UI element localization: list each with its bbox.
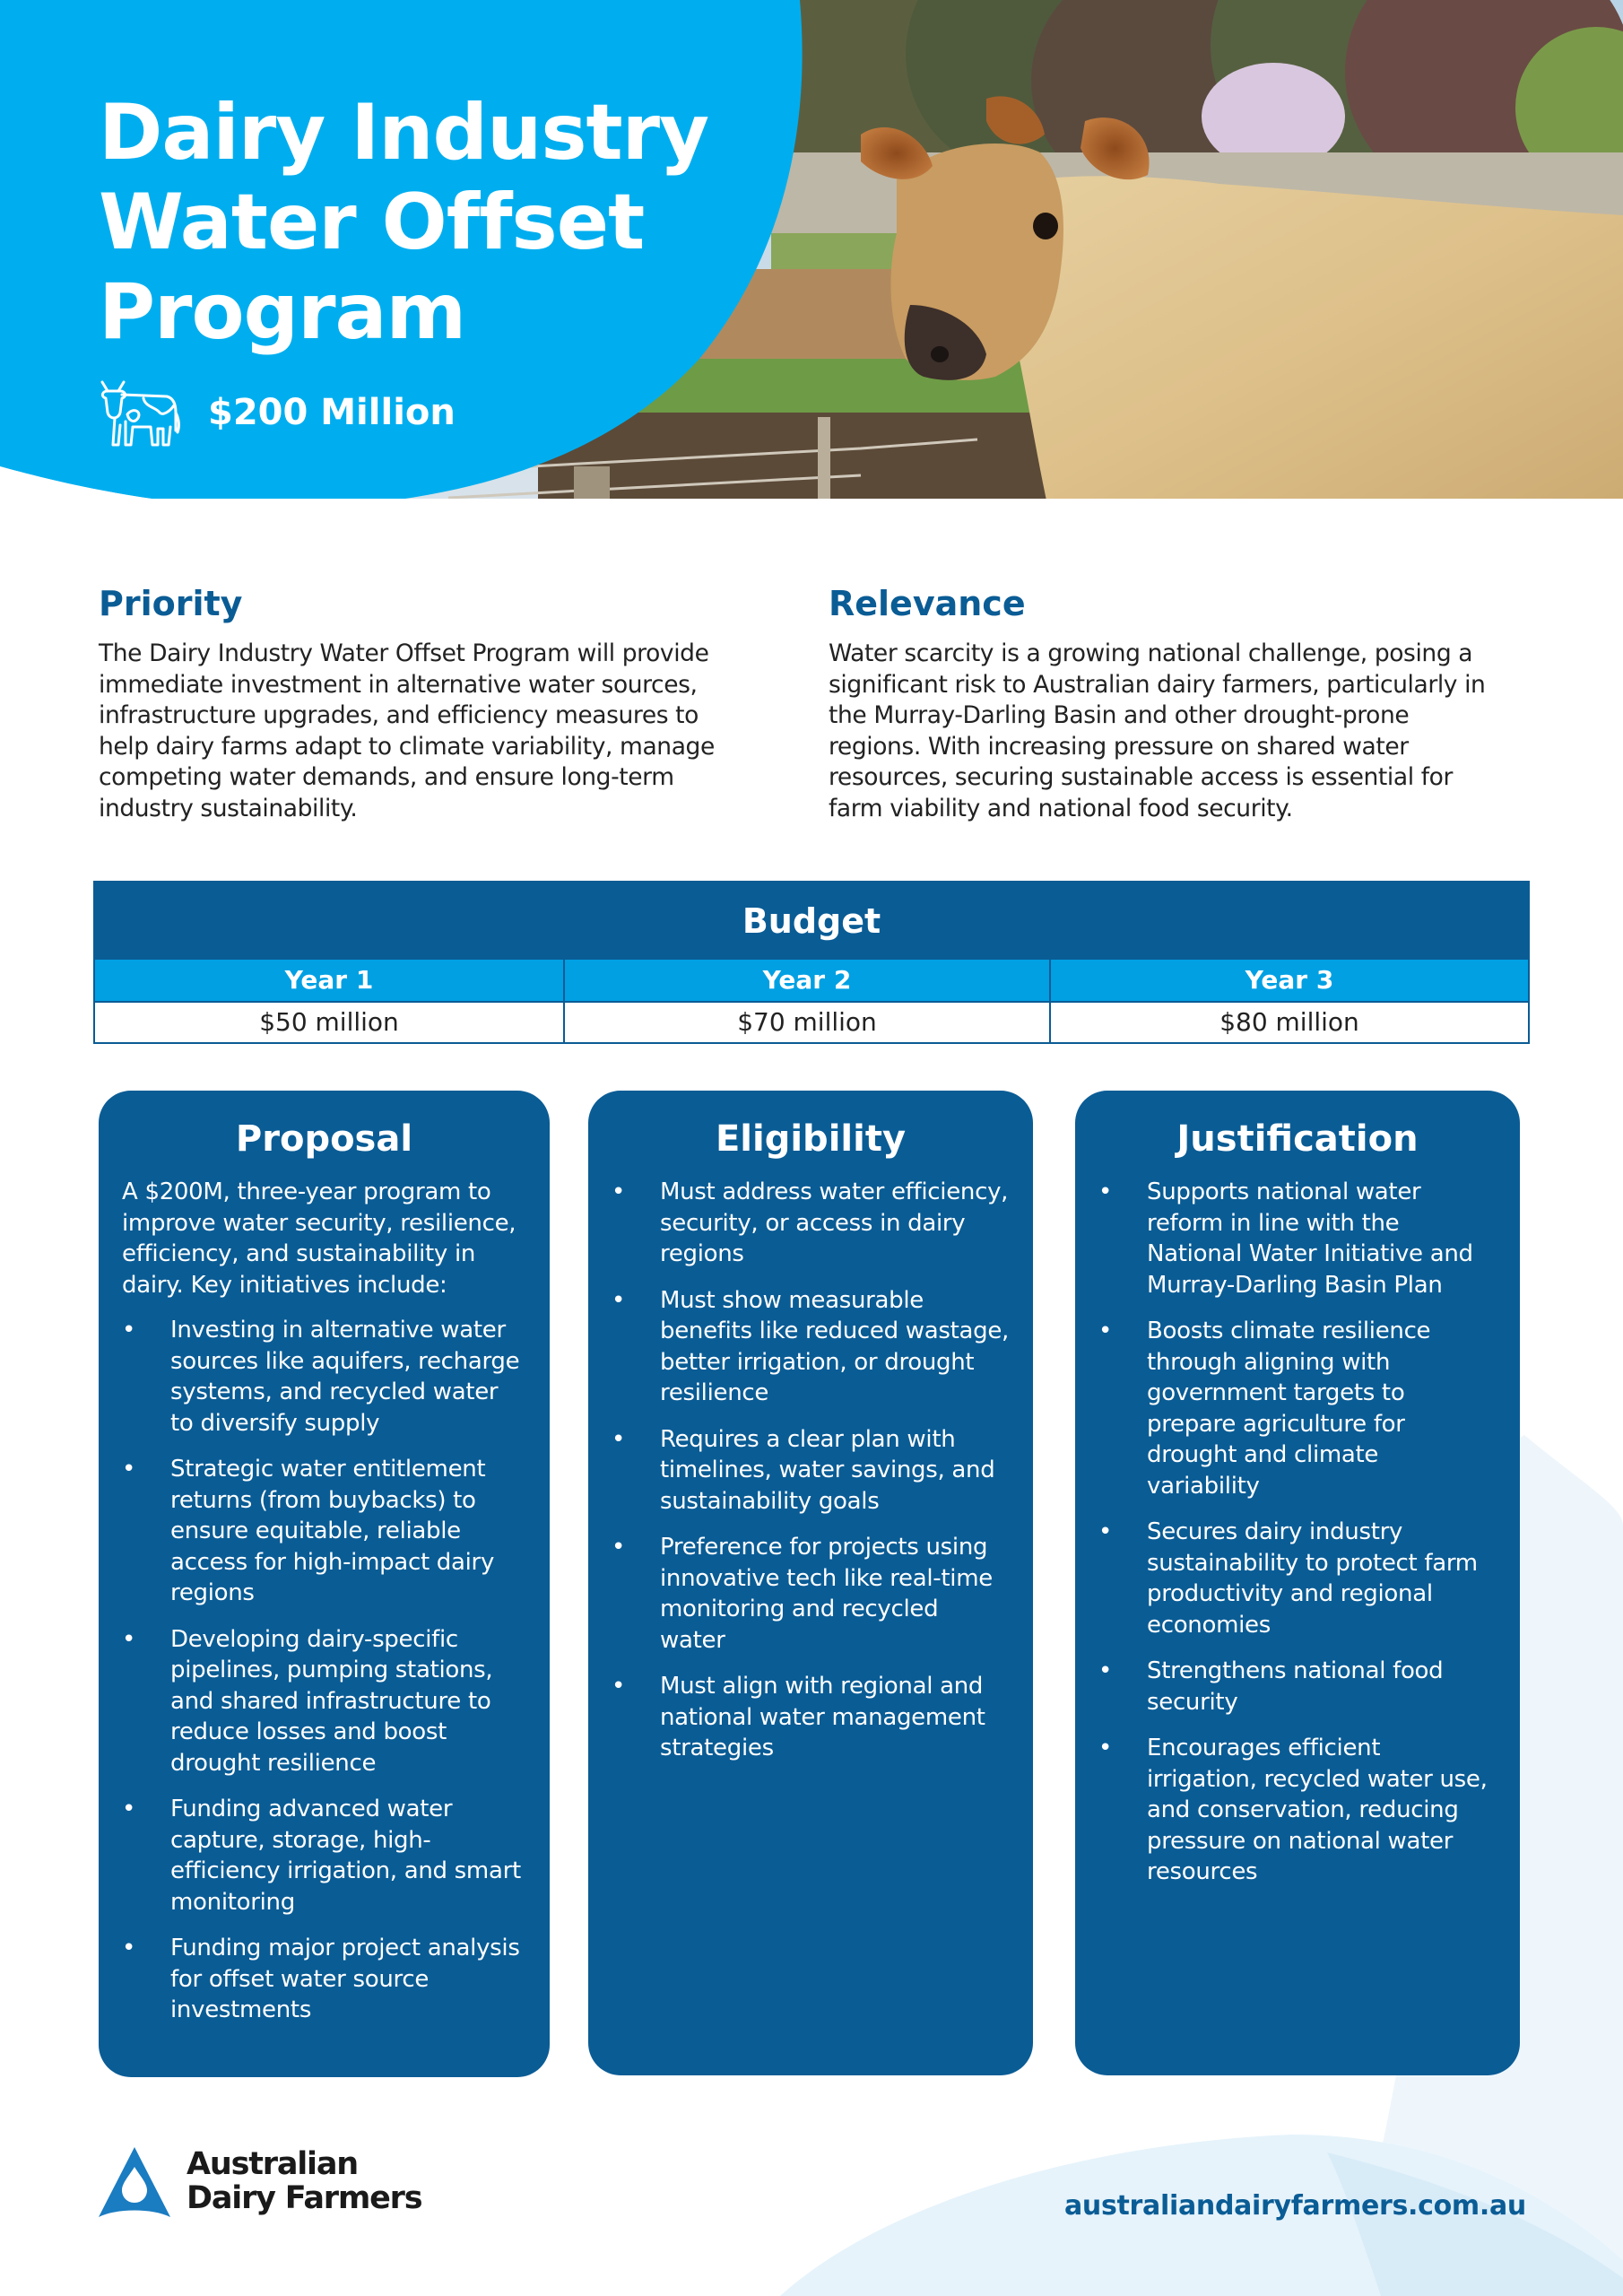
list-item-text: Boosts climate resilience through aligning with government targets to prepare agriculture for drought and climate variability — [1147, 1318, 1431, 1500]
website-link[interactable]: australiandairyfarmers.com.au — [1063, 2190, 1526, 2222]
justification-list — [1098, 1177, 1497, 1888]
list-item — [1098, 1517, 1497, 1640]
budget-value-row — [95, 1003, 1528, 1042]
list-item — [122, 1933, 526, 2026]
list-item-text: Must align with regional and national water management strategies — [660, 1673, 985, 1761]
list-item-text: Encourages efficient irrigation, recycled water use, and conservation, reducing pressure on national water resources — [1147, 1735, 1488, 1885]
budget-header-row — [95, 960, 1528, 1003]
logo-text — [187, 2147, 421, 2215]
bullet-icon — [612, 1671, 647, 1702]
list-item-text: Must address water efficiency, security, or access in dairy regions — [660, 1178, 1009, 1267]
hero-banner — [0, 0, 1623, 513]
relevance-heading: Relevance — [829, 584, 1026, 623]
list-item-text: Strategic water entitlement returns (from buybacks) to ensure equitable, reliable access for high-impact dairy regions — [170, 1456, 495, 1606]
water-drop-triangle-icon — [97, 2145, 172, 2217]
priority-section — [99, 581, 744, 824]
bullet-icon — [1098, 1316, 1134, 1347]
list-item — [122, 1794, 526, 1918]
program-amount — [97, 377, 456, 448]
amount-label: $200 Million — [208, 392, 456, 433]
page-title — [99, 88, 708, 357]
bullet-icon — [612, 1424, 647, 1456]
budget-value: $80 million — [1049, 1003, 1528, 1042]
list-item-text: Funding major project analysis for offset water source investments — [170, 1935, 520, 2023]
bullet-icon — [1098, 1517, 1134, 1548]
budget-column-header: Year 2 — [563, 960, 1049, 1001]
list-item — [122, 1624, 526, 1779]
list-item-text: Strengthens national food security — [1147, 1657, 1444, 1716]
list-item — [122, 1454, 526, 1609]
list-item — [612, 1285, 1010, 1409]
eligibility-list — [612, 1177, 1010, 1764]
eligibility-card — [588, 1091, 1033, 2075]
budget-table — [93, 881, 1530, 1044]
proposal-list — [122, 1315, 526, 2026]
cow-icon — [97, 377, 183, 448]
budget-column-header: Year 1 — [95, 960, 563, 1001]
list-item-text: Secures dairy industry sustainability to protect farm productivity and regional economies — [1147, 1518, 1478, 1639]
list-item — [122, 1315, 526, 1439]
relevance-section — [829, 581, 1492, 824]
relevance-body: Water scarcity is a growing national challenge, posing a significant risk to Australian dairy farmers, particularly in the Murray-Darling Basin and other drought-prone regions. With increasing pressure on shared water resources, securing sustainable access is essential for farm viability and national food security. — [829, 639, 1486, 822]
budget-value: $50 million — [95, 1003, 563, 1042]
bullet-icon — [122, 1794, 158, 1825]
list-item-text: Must show measurable benefits like reduced wastage, better irrigation, or drought resilience — [660, 1286, 1009, 1406]
adf-logo[interactable] — [97, 2145, 421, 2217]
bullet-icon — [612, 1532, 647, 1563]
bullet-icon — [122, 1933, 158, 1964]
list-item — [612, 1532, 1010, 1656]
list-item-text: Supports national water reform in line with the National Water Initiative and Murray-Darling Basin Plan — [1147, 1178, 1473, 1299]
bullet-icon — [1098, 1733, 1134, 1764]
title-line: Dairy Industry — [99, 88, 709, 178]
priority-body: The Dairy Industry Water Offset Program will provide immediate investment in alternative water sources, infrastructure upgrades, and efficiency measures to help dairy farms adapt to climate variability, manage competing water demands, and ensure long-term industry sustainability. — [99, 639, 715, 822]
list-item — [612, 1177, 1010, 1270]
bullet-icon — [122, 1624, 158, 1656]
priority-heading: Priority — [99, 584, 243, 623]
proposal-intro: A $200M, three-year program to improve water security, resilience, efficiency, and sustainability in dairy. Key initiatives include: — [122, 1178, 516, 1299]
list-item — [1098, 1177, 1497, 1300]
list-item — [612, 1424, 1010, 1518]
logo-line: Australian — [187, 2146, 358, 2182]
title-line: Water Offset — [99, 178, 645, 267]
list-item-text: Preference for projects using innovative tech like real-time monitoring and recycled water — [660, 1534, 993, 1654]
list-item-text: Requires a clear plan with timelines, water savings, and sustainability goals — [660, 1425, 995, 1515]
list-item — [1098, 1316, 1497, 1501]
eligibility-title: Eligibility — [715, 1118, 907, 1160]
bullet-icon — [122, 1454, 158, 1485]
list-item-text: Funding advanced water capture, storage, high-efficiency irrigation, and smart monitoring — [170, 1796, 521, 1916]
proposal-card — [99, 1091, 550, 2077]
bullet-icon — [612, 1177, 647, 1208]
bullet-icon — [1098, 1177, 1134, 1208]
logo-line: Dairy Farmers — [187, 2180, 422, 2216]
list-item-text: Developing dairy-specific pipelines, pumping stations, and shared infrastructure to reduce losses and boost drought resilience — [170, 1625, 493, 1777]
list-item — [1098, 1733, 1497, 1888]
title-line: Program — [99, 267, 466, 357]
budget-value: $70 million — [563, 1003, 1049, 1042]
list-item-text: Investing in alternative water sources like aquifers, recharge systems, and recycled water to diversify supply — [170, 1317, 520, 1437]
proposal-title: Proposal — [235, 1118, 413, 1160]
budget-column-header: Year 3 — [1049, 960, 1528, 1001]
bullet-icon — [1098, 1656, 1134, 1687]
list-item — [1098, 1656, 1497, 1718]
bullet-icon — [612, 1285, 647, 1317]
justification-title: Justification — [1176, 1118, 1419, 1160]
bullet-icon — [122, 1315, 158, 1346]
budget-title: Budget — [95, 883, 1528, 960]
justification-card — [1075, 1091, 1520, 2075]
list-item — [612, 1671, 1010, 1764]
